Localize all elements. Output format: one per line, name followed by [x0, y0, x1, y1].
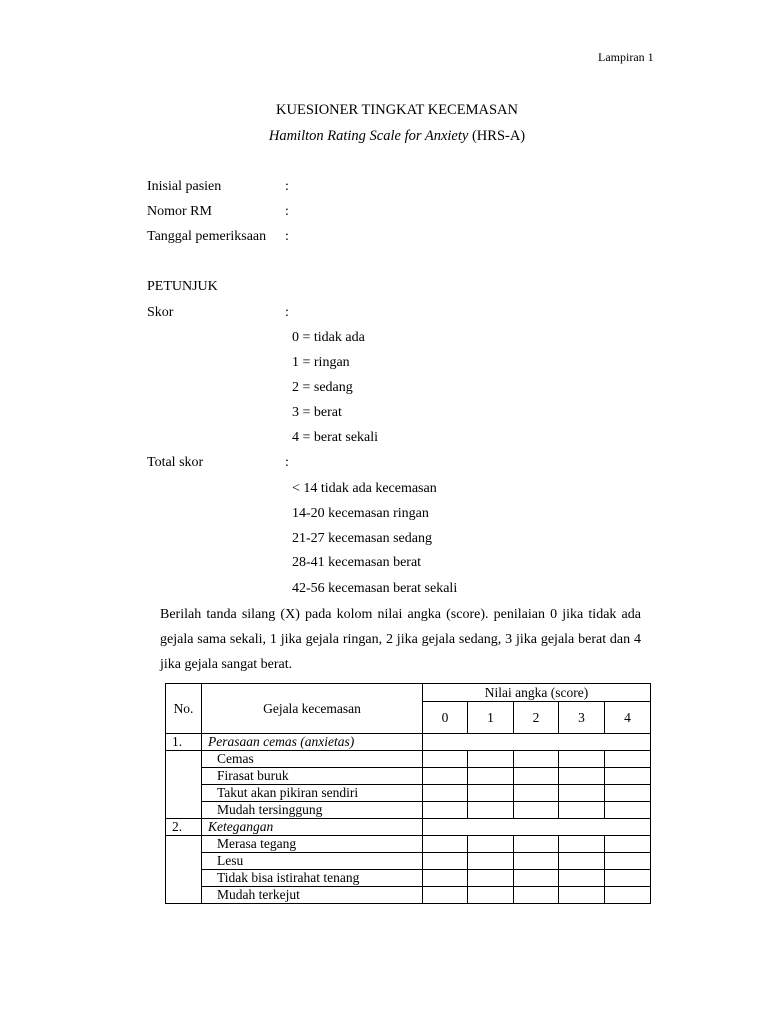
table-row	[166, 853, 651, 870]
table-row	[166, 836, 651, 853]
symptom-label: Mudah tersinggung	[202, 802, 423, 819]
score-cell[interactable]	[423, 836, 468, 853]
group-title: Ketegangan	[202, 819, 423, 836]
group-row	[166, 734, 651, 751]
skor-colon: :	[285, 305, 289, 320]
table-row	[166, 802, 651, 819]
skor-item: 2 = sedang	[292, 380, 353, 395]
score-cell[interactable]	[468, 785, 514, 802]
score-header: 2	[514, 702, 559, 734]
score-cell[interactable]	[468, 870, 514, 887]
score-header: 3	[559, 702, 605, 734]
col-header-nilai: Nilai angka (score)	[423, 684, 651, 702]
score-cell[interactable]	[423, 870, 468, 887]
total-skor-item: 21-27 kecemasan sedang	[292, 531, 432, 546]
group-title: Perasaan cemas (anxietas)	[202, 734, 423, 751]
skor-label: Skor	[147, 305, 174, 320]
col-header-no: No.	[166, 684, 202, 734]
skor-item: 0 = tidak ada	[292, 330, 365, 345]
score-header: 4	[605, 702, 651, 734]
symptom-label: Firasat buruk	[202, 768, 423, 785]
symptom-label: Cemas	[202, 751, 423, 768]
score-cell[interactable]	[514, 751, 559, 768]
appendix-label: Lampiran 1	[598, 50, 654, 64]
total-skor-item: 28-41 kecemasan berat	[292, 555, 422, 570]
score-cell[interactable]	[423, 785, 468, 802]
total-skor-label: Total skor	[147, 455, 204, 470]
score-cell[interactable]	[514, 836, 559, 853]
score-cell[interactable]	[605, 785, 651, 802]
total-skor-item: 42-56 kecemasan berat sekali	[292, 581, 458, 596]
score-cell[interactable]	[468, 768, 514, 785]
col-header-gejala: Gejala kecemasan	[202, 684, 423, 734]
petunjuk-heading: PETUNJUK	[147, 279, 218, 294]
score-cell[interactable]	[605, 836, 651, 853]
score-cell[interactable]	[559, 768, 605, 785]
score-cell[interactable]	[514, 887, 559, 904]
score-cell[interactable]	[605, 768, 651, 785]
symptom-number-cell	[166, 836, 202, 904]
group-number: 1.	[166, 734, 202, 751]
score-cell[interactable]	[605, 802, 651, 819]
score-cell[interactable]	[559, 853, 605, 870]
score-cell[interactable]	[468, 802, 514, 819]
hrs-a-table	[165, 683, 651, 904]
score-cell[interactable]	[605, 853, 651, 870]
subtitle-normal: (HRS-A)	[468, 128, 526, 144]
instruction-paragraph: Berilah tanda silang (X) pada kolom nilai angka (score). penilaian 0 jika tidak ada gejala sama sekali, 1 jika gejala ringan, 2 jika gejala sedang, 3 jika gejala berat dan 4 jika gejala sangat berat.	[160, 607, 641, 672]
score-cell[interactable]	[514, 768, 559, 785]
score-header: 0	[423, 702, 468, 734]
group-score-span	[423, 734, 651, 751]
score-cell[interactable]	[423, 751, 468, 768]
field-label-tanggal: Tanggal pemeriksaan	[147, 229, 267, 244]
field-label-nomor-rm: Nomor RM	[147, 204, 212, 219]
symptom-label: Merasa tegang	[202, 836, 423, 853]
skor-item: 1 = ringan	[292, 355, 350, 370]
group-number: 2.	[166, 819, 202, 836]
document-title: KUESIONER TINGKAT KECEMASAN	[276, 102, 518, 118]
table-row	[166, 785, 651, 802]
skor-item: 3 = berat	[292, 405, 342, 420]
score-cell[interactable]	[423, 887, 468, 904]
symptom-label: Takut akan pikiran sendiri	[202, 785, 423, 802]
score-cell[interactable]	[514, 853, 559, 870]
score-cell[interactable]	[559, 802, 605, 819]
table-row	[166, 887, 651, 904]
document-subtitle	[0, 128, 768, 145]
symptom-label: Lesu	[202, 853, 423, 870]
score-cell[interactable]	[468, 887, 514, 904]
table-header-row	[166, 684, 651, 702]
score-cell[interactable]	[468, 836, 514, 853]
score-cell[interactable]	[605, 887, 651, 904]
score-cell[interactable]	[514, 802, 559, 819]
symptom-label: Tidak bisa istirahat tenang	[202, 870, 423, 887]
score-cell[interactable]	[605, 751, 651, 768]
score-cell[interactable]	[559, 887, 605, 904]
symptom-label: Mudah terkejut	[202, 887, 423, 904]
score-cell[interactable]	[514, 785, 559, 802]
symptom-number-cell	[166, 751, 202, 819]
subtitle-italic: Hamilton Rating Scale for Anxiety	[268, 128, 469, 144]
score-cell[interactable]	[423, 768, 468, 785]
score-header: 1	[468, 702, 514, 734]
score-cell[interactable]	[423, 853, 468, 870]
skor-item: 4 = berat sekali	[292, 430, 379, 445]
field-label-inisial: Inisial pasien	[147, 179, 222, 194]
group-score-span	[423, 819, 651, 836]
score-cell[interactable]	[605, 870, 651, 887]
group-row	[166, 819, 651, 836]
total-skor-colon: :	[285, 455, 289, 470]
score-cell[interactable]	[423, 802, 468, 819]
table-row	[166, 870, 651, 887]
score-cell[interactable]	[559, 785, 605, 802]
score-cell[interactable]	[468, 751, 514, 768]
table-row	[166, 768, 651, 785]
total-skor-item: 14-20 kecemasan ringan	[292, 506, 429, 521]
table-row	[166, 751, 651, 768]
score-cell[interactable]	[559, 836, 605, 853]
field-colon-inisial: :	[285, 179, 289, 194]
score-cell[interactable]	[468, 853, 514, 870]
score-cell[interactable]	[559, 870, 605, 887]
field-colon-nomor-rm: :	[285, 204, 289, 219]
total-skor-item: < 14 tidak ada kecemasan	[292, 481, 437, 496]
score-cell[interactable]	[559, 751, 605, 768]
score-cell[interactable]	[514, 870, 559, 887]
field-colon-tanggal: :	[285, 229, 289, 244]
